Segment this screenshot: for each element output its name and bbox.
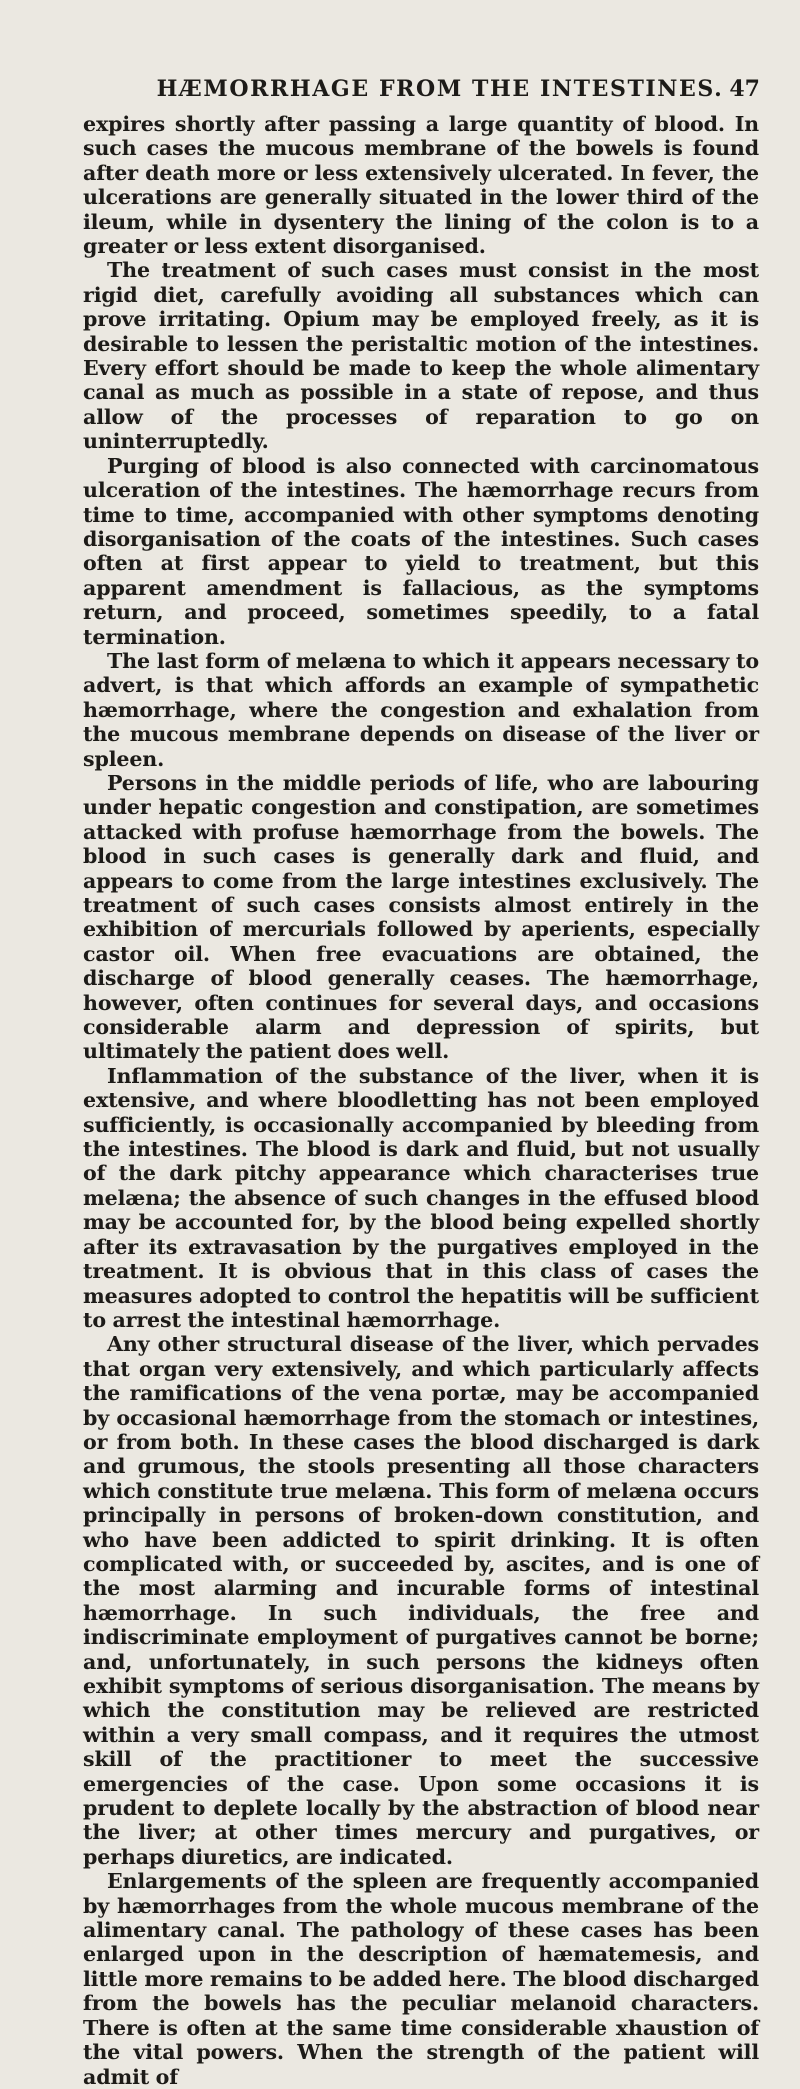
paragraph: Purging of blood is also connected with carcinomatous ulceration of the intestines. The hæmorrhage recurs from time to time, accompanied with other symptoms denoting disorganisation of the coats of the intestines. Such cases often at first appear to yield to treatment, but this apparent amendment is fallacious, as the symptoms return, and proceed, sometimes speedily, to a fatal termination. xyxy=(83,453,759,649)
paragraph: Any other structural disease of the liver, which pervades that organ very extensively, and which particularly affects the ramifications of the vena portæ, may be accompanied by occasional hæmorrhage from the stomach or intestines, or from both. In these cases the blood discharged is dark and grumous, the stools presenting all those characters which constitute true melæna. This form of melæna occurs principally in persons of broken-down constitution, and who have been addicted to spirit drinking. It is often complicated with, or succeeded by, ascites, and is one of the most alarming and incurable forms of intestinal hæmorrhage. In such individuals, the free and indiscriminate employment of purgatives cannot be borne; and, unfortunately, in such persons the kidneys often exhibit symptoms of serious disorganisation. The means by which the constitution may be relieved are restricted within a very small compass, and it requires the utmost skill of the practitioner to meet the successive emergencies of the case. Upon some occasions it is prudent to deplete locally by the abstraction of blood near the liver; at other times mercury and purgatives, or perhaps diuretics, are indicated. xyxy=(83,1332,759,1869)
paragraph: Persons in the middle periods of life, who are labouring under hepatic congestion and constipation, are sometimes attacked with profuse hæmorrhage from the bowels. The blood in such cases is generally dark and fluid, and appears to come from the large intestines exclusively. The treatment of such cases consists almost entirely in the exhibition of mercurials followed by aperients, especially castor oil. When free evacuations are obtained, the discharge of blood generally ceases. The hæmorrhage, however, often continues for several days, and occasions considerable alarm and depression of spirits, but ultimately the patient does well. xyxy=(83,770,759,1064)
paragraph: Inflammation of the substance of the liver, when it is extensive, and where bloodletting has not been employed sufficiently, is occasionally accompanied by bleeding from the intestines. The blood is dark and fluid, but not usually of the dark pitchy appearance which characterises true melæna; the absence of such changes in the effused blood may be accounted for, by the blood being expelled shortly after its extravasation by the purgatives employed in the treatment. It is obvious that in this class of cases the measures adopted to control the hepatitis will be sufficient to arrest the intestinal hæmorrhage. xyxy=(83,1063,759,1332)
paragraph: expires shortly after passing a large quantity of blood. In such cases the mucous membrane of the bowels is found after death more or less extensively ulcerated. In fever, the ulcerations are generally situated in the lower third of the ileum, while in dysentery the lining of the colon is to a greater or less extent disorganised. xyxy=(83,112,759,259)
running-title: HÆMORRHAGE FROM THE INTESTINES. xyxy=(156,76,724,102)
paragraph: Enlargements of the spleen are frequently accompanied by hæmorrhages from the whole mucous membrane of the alimentary canal. The pathology of these cases has been enlarged upon in the description of hæmatemesis, and little more remains to be added here. The blood discharged from the bowels has the peculiar melanoid characters. There is often at the same time considerable xhaustion of the vital powers. When the strength of the patient will admit of xyxy=(83,1869,759,2089)
paragraph: The last form of melæna to which it appears necessary to advert, is that which affords an example of sympathetic hæmorrhage, where the congestion and exhalation from the mucous membrane depends on disease of the liver or spleen. xyxy=(83,648,759,771)
paragraph: The treatment of such cases must consist in the most rigid diet, carefully avoiding all substances which can prove irritating. Opium may be employed freely, as it is desirable to lessen the peristaltic motion of the intestines. Every effort should be made to keep the whole alimentary canal as much as possible in a state of repose, and thus allow of the processes of reparation to go on uninterruptedly. xyxy=(83,258,759,454)
page-number: 47 xyxy=(729,76,760,102)
page-body xyxy=(83,112,759,2089)
running-header xyxy=(120,76,760,100)
